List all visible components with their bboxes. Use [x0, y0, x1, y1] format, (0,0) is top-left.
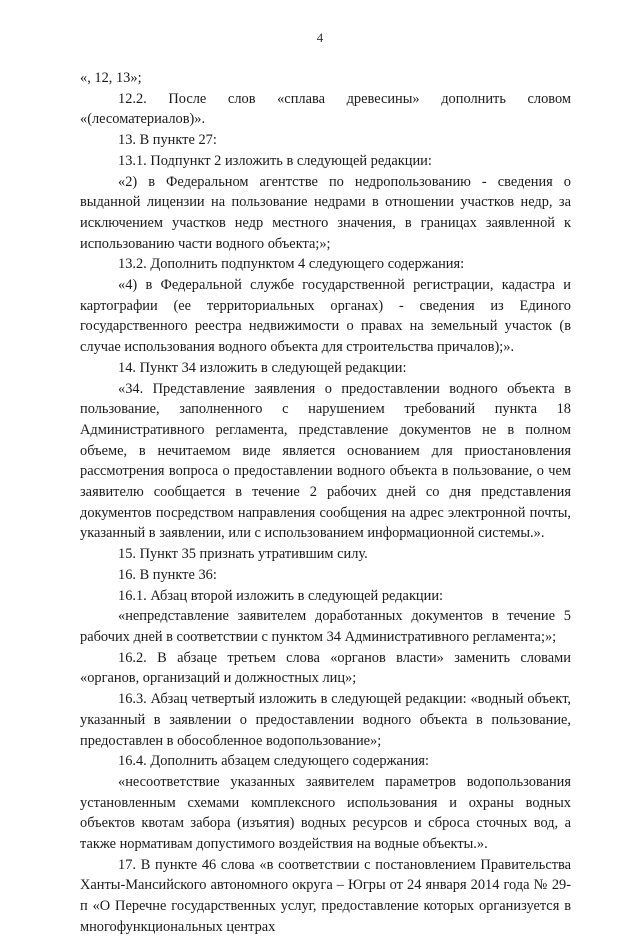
paragraph-16: 16. В пункте 36: — [118, 566, 217, 583]
paragraph-13-1-quote: «2) в Федеральном агентстве по недропользованию - сведения о выданной лицензии на пользование недрами в отношении участков недр, за исключением участков недр местного значения, в границах заявленной к использованию части водного объекта;»; — [80, 173, 571, 252]
paragraph-13-2: 13.2. Дополнить подпунктом 4 следующего содержания: — [118, 256, 465, 273]
paragraph-16-1: 16.1. Абзац второй изложить в следующей редакции: — [118, 587, 444, 604]
paragraph-16-1-quote: «непредставление заявителем доработанных документов в течение 5 рабочих дней в соответствии с пунктом 34 Административного регламента;»; — [80, 608, 571, 645]
paragraph-16-4: 16.4. Дополнить абзацем следующего содержания: — [118, 753, 429, 770]
paragraph-16-2: 16.2. В абзаце третьем слова «органов власти» заменить словами «органов, организаций и должностных лиц»; — [80, 649, 571, 687]
page-number: 4 — [316, 30, 324, 45]
paragraph-13-2-quote: «4) в Федеральной службе государственной регистрации, кадастра и картографии (ее территориальных органах) - сведения из Единого государственного реестра недвижимости о правах на земельный участок (в случае использования водного объекта для строительства причалов);». — [80, 277, 571, 356]
paragraph-17: 17. В пункте 46 слова «в соответствии с постановлением Правительства Ханты-Мансийского автономного округа – Югры от 24 января 2014 года № 29-п «О Перечне государственных услуг, предоставление которых организуется в многофункциональных центрах — [80, 856, 571, 935]
paragraph-16-3: 16.3. Абзац четвертый изложить в следующей редакции: «водный объект, указанный в заявлении о предоставлении водного объекта в пользование, предоставлен в обособленное водопользование»; — [80, 691, 571, 749]
paragraph-15: 15. Пункт 35 признать утратившим силу. — [118, 546, 368, 563]
paragraph-14: 14. Пункт 34 изложить в следующей редакции: — [118, 359, 407, 376]
paragraph-continuation: «, 12, 13»; — [80, 70, 142, 86]
paragraph-13: 13. В пункте 27: — [118, 132, 217, 149]
document-body — [80, 68, 571, 938]
paragraph-16-4-quote: «несоответствие указанных заявителем параметров водопользования установленным схемами комплексного использования и охраны водных объектов квотам забора (изъятия) водных ресурсов и сброса сточных вод, а также нормативам допустимого воздействия на водные объекты.». — [80, 773, 571, 853]
paragraph-12-2: 12.2. После слов «сплава древесины» дополнить словом «(лесоматериалов)». — [80, 90, 571, 128]
paragraph-13-1: 13.1. Подпункт 2 изложить в следующей редакции: — [118, 152, 432, 169]
paragraph-14-quote: «34. Представление заявления о предоставлении водного объекта в пользование, заполненного с нарушением требований пункта 18 Административного регламента, представление документов не в полном объеме, в нечитаемом виде является основанием для приостановления рассмотрения вопроса о предоставлении водного объекта в пользование, о чем заявителю сообщается в течение 2 рабочих дней со дня представления документов посредством направления сообщения на адрес электронной почты, указанный в заявлении, или с использованием информационной системы.». — [80, 380, 571, 542]
